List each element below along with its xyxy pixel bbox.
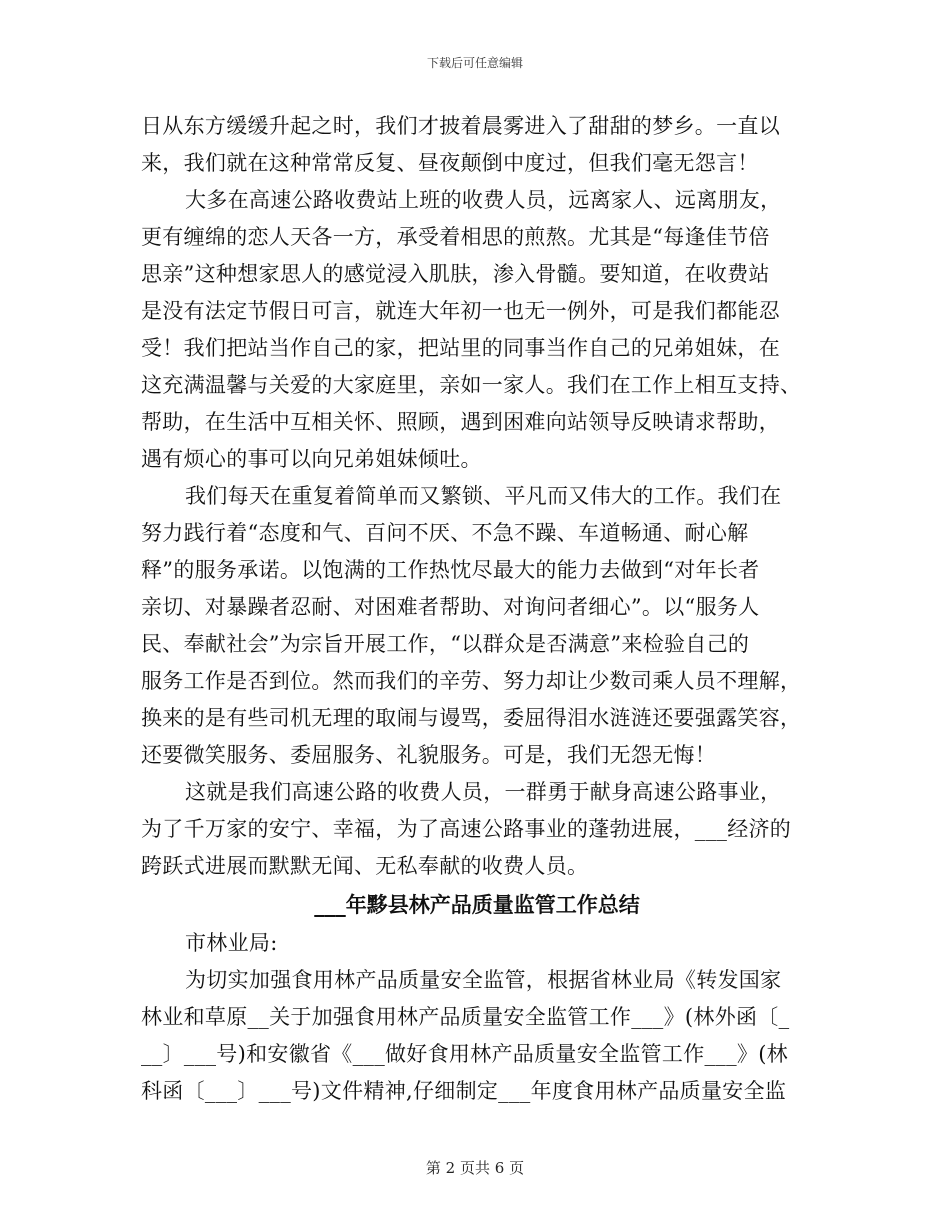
text-line: 科函〔___〕___号)文件精神,仔细制定___年度食用林产品质量安全监 (141, 1079, 787, 1103)
text-line: 林业和草原__关于加强食用林产品质量安全监管工作___》(林外函〔_ (141, 1005, 790, 1029)
text-line: 民、奉献社会”为宗旨开展工作，“以群众是否满意”来检验自己的 (141, 632, 750, 656)
document-body (141, 108, 813, 1110)
addressee: 市林业局: (185, 931, 278, 955)
section-title: ___年黟县林产品质量监管工作总结 (314, 893, 640, 917)
text-line: 跨跃式进展而默默无闻、无私奉献的收费人员。 (141, 854, 589, 878)
text-line: 努力践行着“态度和气、百问不厌、不急不躁、车道畅通、耐心解 (141, 521, 749, 545)
text-line: 释”的服务承诺。以饱满的工作热忱尽最大的能力去做到“对年长者 (141, 558, 760, 582)
text-line: 是没有法定节假日可言，就连大年初一也无一例外，可是我们都能忍 (141, 299, 780, 323)
paragraph-3 (141, 478, 813, 774)
text-line: 服务工作是否到位。然而我们的辛劳、努力却让少数司乘人员不理解， (141, 669, 802, 693)
page-header-note: 下载后可任意编辑 (426, 56, 523, 70)
text-line: 为切实加强食用林产品质量安全监管，根据省林业局《转发国家 (185, 968, 782, 992)
paragraph-2 (141, 182, 813, 478)
text-line: 这充满温馨与关爱的大家庭里，亲如一家人。我们在工作上相互支持、 (141, 373, 802, 397)
text-line: 大多在高速公路收费站上班的收费人员，远离家人、远离朋友， (185, 188, 782, 212)
text-line: 来，我们就在这种常常反复、昼夜颠倒中度过，但我们毫无怨言！ (141, 151, 759, 175)
text-line: 换来的是有些司机无理的取闹与谩骂，委屈得泪水涟涟还要强露笑容， (141, 706, 802, 730)
text-line: 受！我们把站当作自己的家，把站里的同事当作自己的兄弟姐妹，在 (141, 336, 780, 360)
text-line: 为了千万家的安宁、幸福，为了高速公路事业的蓬勃进展，___经济的 (141, 817, 792, 841)
paragraph-4 (141, 774, 813, 885)
text-line: 日从东方缓缓升起之时，我们才披着晨雾进入了甜甜的梦乡。一直以 (141, 114, 780, 138)
text-line: 思亲”这种想家思人的感觉浸入肌肤，渗入骨髓。要知道，在收费站 (141, 262, 770, 286)
page-number: 第 2 页共 6 页 (425, 1159, 525, 1177)
paragraph-5 (141, 962, 813, 1110)
text-line: 亲切、对暴躁者忍耐、对困难者帮助、对询问者细心”。以“服务人 (141, 595, 760, 619)
text-line: 更有缠绵的恋人天各一方，承受着相思的煎熬。尤其是“每逢佳节倍 (141, 225, 770, 249)
text-line: 还要微笑服务、委屈服务、礼貌服务。可是，我们无怨无悔！ (141, 743, 717, 767)
text-line: __〕___号)和安徽省《___做好食用林产品质量安全监管工作___》(林 (141, 1042, 788, 1066)
paragraph-1 (141, 108, 813, 182)
text-line: 这就是我们高速公路的收费人员，一群勇于献身高速公路事业， (185, 780, 782, 804)
text-line: 我们每天在重复着简单而又繁锁、平凡而又伟大的工作。我们在 (185, 484, 782, 508)
text-line: 帮助，在生活中互相关怀、照顾，遇到困难向站领导反映请求帮助， (141, 410, 780, 434)
text-line: 遇有烦心的事可以向兄弟姐妹倾吐。 (141, 447, 482, 471)
